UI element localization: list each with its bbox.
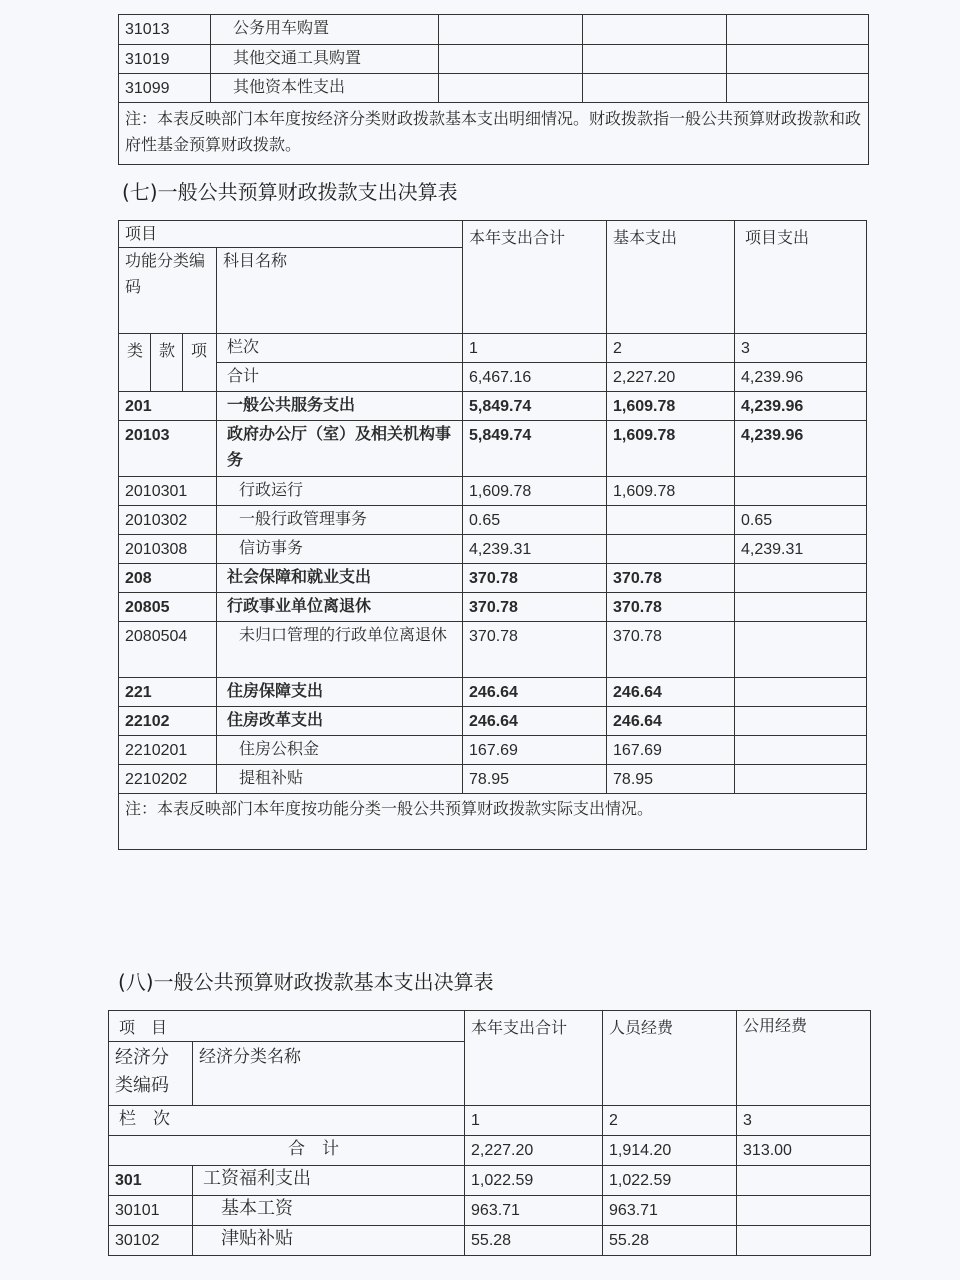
personnel-cell: 1,022.59 xyxy=(603,1166,737,1196)
header-total: 本年支出合计 xyxy=(463,221,607,334)
basic-cell: 370.78 xyxy=(607,564,735,593)
name-cell: 津贴补贴 xyxy=(193,1226,465,1256)
code-cell: 2010301 xyxy=(119,477,217,506)
basic-cell: 78.95 xyxy=(607,765,735,794)
table-row xyxy=(109,1226,871,1256)
name-cell: 住房保障支出 xyxy=(217,678,463,707)
table7 xyxy=(118,220,867,850)
table7-note: 注：本表反映部门本年度按功能分类一般公共预算财政拨款实际支出情况。 xyxy=(119,794,867,850)
total-cell: 4,239.31 xyxy=(463,535,607,564)
code-cell: 20103 xyxy=(119,421,217,477)
project-cell xyxy=(735,736,867,765)
header-subject: 科目名称 xyxy=(217,248,463,334)
personnel-cell: 55.28 xyxy=(603,1226,737,1256)
project-cell xyxy=(735,477,867,506)
basic-cell: 246.64 xyxy=(607,707,735,736)
project-cell xyxy=(735,678,867,707)
table-row xyxy=(119,392,867,421)
code-cell: 30101 xyxy=(109,1196,193,1226)
name-cell: 其他资本性支出 xyxy=(211,74,439,103)
header-lanci: 栏次 xyxy=(217,334,463,363)
total-cell: 78.95 xyxy=(463,765,607,794)
header-lanci: 栏 次 xyxy=(109,1106,465,1136)
total-cell: 963.71 xyxy=(465,1196,603,1226)
basic-cell: 1,609.78 xyxy=(607,477,735,506)
code-cell: 31013 xyxy=(119,15,211,45)
code-cell: 208 xyxy=(119,564,217,593)
project-cell xyxy=(735,593,867,622)
empty-cell xyxy=(727,15,869,45)
sum-total: 6,467.16 xyxy=(463,363,607,392)
sum-total: 2,227.20 xyxy=(465,1136,603,1166)
project-cell: 4,239.96 xyxy=(735,421,867,477)
name-cell: 行政事业单位离退休 xyxy=(217,593,463,622)
header-personnel: 人员经费 xyxy=(603,1011,737,1106)
total-cell: 370.78 xyxy=(463,593,607,622)
col-num-1: 1 xyxy=(465,1106,603,1136)
code-cell: 22102 xyxy=(119,707,217,736)
table6-note: 注：本表反映部门本年度按经济分类财政拨款基本支出明细情况。财政拨款指一般公共预算财政拨款和政府性基金预算财政拨款。 xyxy=(119,103,869,165)
basic-cell: 1,609.78 xyxy=(607,421,735,477)
name-cell: 一般公共服务支出 xyxy=(217,392,463,421)
total-cell: 0.65 xyxy=(463,506,607,535)
table-row xyxy=(119,593,867,622)
basic-cell: 370.78 xyxy=(607,622,735,678)
total-cell: 5,849.74 xyxy=(463,392,607,421)
total-cell: 370.78 xyxy=(463,622,607,678)
header-public: 公用经费 xyxy=(737,1011,871,1106)
total-cell: 246.64 xyxy=(463,678,607,707)
table6-tail xyxy=(118,14,869,165)
total-cell: 1,609.78 xyxy=(463,477,607,506)
header-xiang: 项 xyxy=(183,334,217,392)
name-cell: 提租补贴 xyxy=(217,765,463,794)
code-cell: 20805 xyxy=(119,593,217,622)
sum-project: 4,239.96 xyxy=(735,363,867,392)
sum-row xyxy=(119,363,867,392)
sum-public: 313.00 xyxy=(737,1136,871,1166)
table7-title: (七)一般公共预算财政拨款支出决算表 xyxy=(122,180,458,204)
name-cell: 其他交通工具购置 xyxy=(211,45,439,74)
total-cell: 167.69 xyxy=(463,736,607,765)
table8 xyxy=(108,1010,871,1256)
code-cell: 2210202 xyxy=(119,765,217,794)
table-row xyxy=(109,1166,871,1196)
code-cell: 201 xyxy=(119,392,217,421)
table-row xyxy=(119,736,867,765)
table-row xyxy=(119,564,867,593)
basic-cell: 246.64 xyxy=(607,678,735,707)
table-row xyxy=(119,477,867,506)
basic-cell: 167.69 xyxy=(607,736,735,765)
table-row xyxy=(119,421,867,477)
project-cell: 0.65 xyxy=(735,506,867,535)
name-cell: 未归口管理的行政单位离退休 xyxy=(217,622,463,678)
empty-cell xyxy=(583,15,727,45)
col-num-2: 2 xyxy=(603,1106,737,1136)
table-row xyxy=(119,506,867,535)
name-cell: 工资福利支出 xyxy=(193,1166,465,1196)
personnel-cell: 963.71 xyxy=(603,1196,737,1226)
code-cell: 2010308 xyxy=(119,535,217,564)
total-cell: 370.78 xyxy=(463,564,607,593)
sum-label: 合计 xyxy=(217,363,463,392)
total-cell: 1,022.59 xyxy=(465,1166,603,1196)
empty-cell xyxy=(583,74,727,103)
project-cell xyxy=(735,564,867,593)
name-cell: 公务用车购置 xyxy=(211,15,439,45)
code-cell: 2210201 xyxy=(119,736,217,765)
project-cell xyxy=(735,622,867,678)
empty-cell xyxy=(439,15,583,45)
header-econ-name: 经济分类名称 xyxy=(193,1042,465,1106)
name-cell: 行政运行 xyxy=(217,477,463,506)
public-cell xyxy=(737,1166,871,1196)
table8-title: (八)一般公共预算财政拨款基本支出决算表 xyxy=(118,970,494,994)
code-cell: 221 xyxy=(119,678,217,707)
basic-cell: 370.78 xyxy=(607,593,735,622)
project-cell xyxy=(735,707,867,736)
sum-label: 合 计 xyxy=(109,1136,465,1166)
total-cell: 5,849.74 xyxy=(463,421,607,477)
basic-cell xyxy=(607,535,735,564)
sum-basic: 2,227.20 xyxy=(607,363,735,392)
header-project: 项目支出 xyxy=(735,221,867,334)
header-lei: 类 xyxy=(119,334,151,392)
table-row xyxy=(119,535,867,564)
name-cell: 社会保障和就业支出 xyxy=(217,564,463,593)
col-num-3: 3 xyxy=(735,334,867,363)
empty-cell xyxy=(439,74,583,103)
empty-cell xyxy=(727,45,869,74)
table-row xyxy=(119,74,869,103)
table-row xyxy=(109,1196,871,1226)
code-cell: 30102 xyxy=(109,1226,193,1256)
table-row xyxy=(119,622,867,678)
name-cell: 信访事务 xyxy=(217,535,463,564)
code-cell: 31099 xyxy=(119,74,211,103)
code-cell: 2080504 xyxy=(119,622,217,678)
basic-cell: 1,609.78 xyxy=(607,392,735,421)
table-row xyxy=(119,45,869,74)
col-num-1: 1 xyxy=(463,334,607,363)
code-cell: 31019 xyxy=(119,45,211,74)
empty-cell xyxy=(583,45,727,74)
name-cell: 住房改革支出 xyxy=(217,707,463,736)
sum-personnel: 1,914.20 xyxy=(603,1136,737,1166)
name-cell: 一般行政管理事务 xyxy=(217,506,463,535)
total-cell: 55.28 xyxy=(465,1226,603,1256)
sum-row xyxy=(109,1136,871,1166)
empty-cell xyxy=(439,45,583,74)
project-cell: 4,239.31 xyxy=(735,535,867,564)
table-row xyxy=(119,707,867,736)
header-basic: 基本支出 xyxy=(607,221,735,334)
empty-cell xyxy=(727,74,869,103)
table-row xyxy=(119,678,867,707)
name-cell: 基本工资 xyxy=(193,1196,465,1226)
header-func-code: 功能分类编码 xyxy=(119,248,217,334)
table-row xyxy=(119,765,867,794)
public-cell xyxy=(737,1226,871,1256)
header-item: 项目 xyxy=(119,221,463,248)
code-cell: 301 xyxy=(109,1166,193,1196)
total-cell: 246.64 xyxy=(463,707,607,736)
code-cell: 2010302 xyxy=(119,506,217,535)
header-kuan: 款 xyxy=(151,334,183,392)
col-num-3: 3 xyxy=(737,1106,871,1136)
header-econ-code: 经济分类编码 xyxy=(109,1042,193,1106)
table-row xyxy=(119,15,869,45)
col-num-2: 2 xyxy=(607,334,735,363)
project-cell: 4,239.96 xyxy=(735,392,867,421)
public-cell xyxy=(737,1196,871,1226)
basic-cell xyxy=(607,506,735,535)
header-total: 本年支出合计 xyxy=(465,1011,603,1106)
header-item: 项 目 xyxy=(109,1011,465,1042)
name-cell: 政府办公厅（室）及相关机构事务 xyxy=(217,421,463,477)
name-cell: 住房公积金 xyxy=(217,736,463,765)
project-cell xyxy=(735,765,867,794)
